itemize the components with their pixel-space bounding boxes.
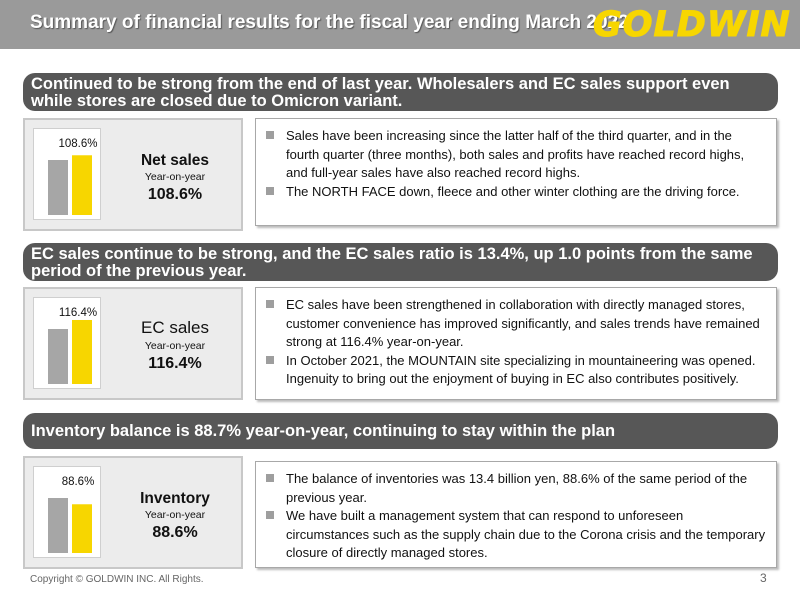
section-2-text [255,287,777,400]
bullet-square-icon [266,131,274,139]
bullet-item: The NORTH FACE down, fleece and other winter clothing are the driving force. [264,183,766,202]
bullet-square-icon [266,511,274,519]
bullet-item: The balance of inventories was 13.4 billion yen, 88.6% of the same period of the previous year. [264,470,766,507]
copyright-footer: Copyright © GOLDWIN INC. All Rights. [30,574,204,585]
section-3-text [255,461,777,568]
kpi-ec-sales [23,287,243,400]
kpi-value: 88.6% [152,524,198,541]
kpi-inventory [23,456,243,569]
bullet-square-icon [266,474,274,482]
bar-data-label: 88.6% [61,476,95,488]
section-3-banner: Inventory balance is 88.7% year-on-year, continuing to stay within the plan [23,413,778,449]
bullet-item: Sales have been increasing since the latter half of the third quarter, and in the fourth quarter (three months), both sales and profits have reached record highs, and full-year sales have also reached record highs. [264,127,766,183]
inventory-chart [33,466,101,558]
kpi-net-sales [23,118,243,231]
kpi-sub: Year-on-year [144,171,206,183]
previous-year-bar [48,498,68,553]
bullet-square-icon [266,356,274,364]
bullet-square-icon [266,187,274,195]
kpi-label: EC sales [140,318,210,337]
kpi-sub: Year-on-year [144,340,206,352]
ec-sales-bar-chart [34,298,100,388]
bullet-item: We have built a management system that can respond to unforeseen circumstances such as the supply chain due to the Corona crisis and the temporary closure of directly managed stores. [264,507,766,563]
bullet-square-icon [266,300,274,308]
bullet-item: In October 2021, the MOUNTAIN site specializing in mountaineering was opened. Ingenuity to bring out the enjoyment of buying in EC also contributes positively. [264,352,766,389]
current-year-bar [72,504,92,553]
previous-year-bar [48,160,68,215]
kpi-sub: Year-on-year [144,509,206,521]
kpi-value: 116.4% [148,355,202,372]
section-1-text [255,118,777,226]
page-number: 3 [760,571,767,585]
kpi-label: Net sales [140,152,210,169]
page-title: Summary of financial results for the fiscal year ending March 2022 [30,12,629,33]
bullet-item: EC sales have been strengthened in collaboration with directly managed stores, customer convenience has improved significantly, and sales trends have remained strong at 116.4% year-on-year. [264,296,766,352]
section-1-banner: Continued to be strong from the end of last year. Wholesalers and EC sales support even while stores are closed due to Omicron variant. [23,73,778,111]
ec-sales-chart [33,297,101,389]
bar-data-label: 108.6% [58,138,98,150]
net-sales-bar-chart [34,129,100,219]
kpi-label: Inventory [140,490,210,507]
net-sales-chart [33,128,101,220]
current-year-bar [72,155,92,215]
inventory-bar-chart [34,467,100,557]
title-bar [0,0,800,49]
previous-year-bar [48,329,68,384]
section-2-banner: EC sales continue to be strong, and the EC sales ratio is 13.4%, up 1.0 points from the same period of the previous year. [23,243,778,281]
goldwin-logo: GOLDWIN [593,5,791,45]
kpi-value: 108.6% [147,186,203,203]
current-year-bar [72,320,92,384]
bar-data-label: 116.4% [58,307,98,319]
